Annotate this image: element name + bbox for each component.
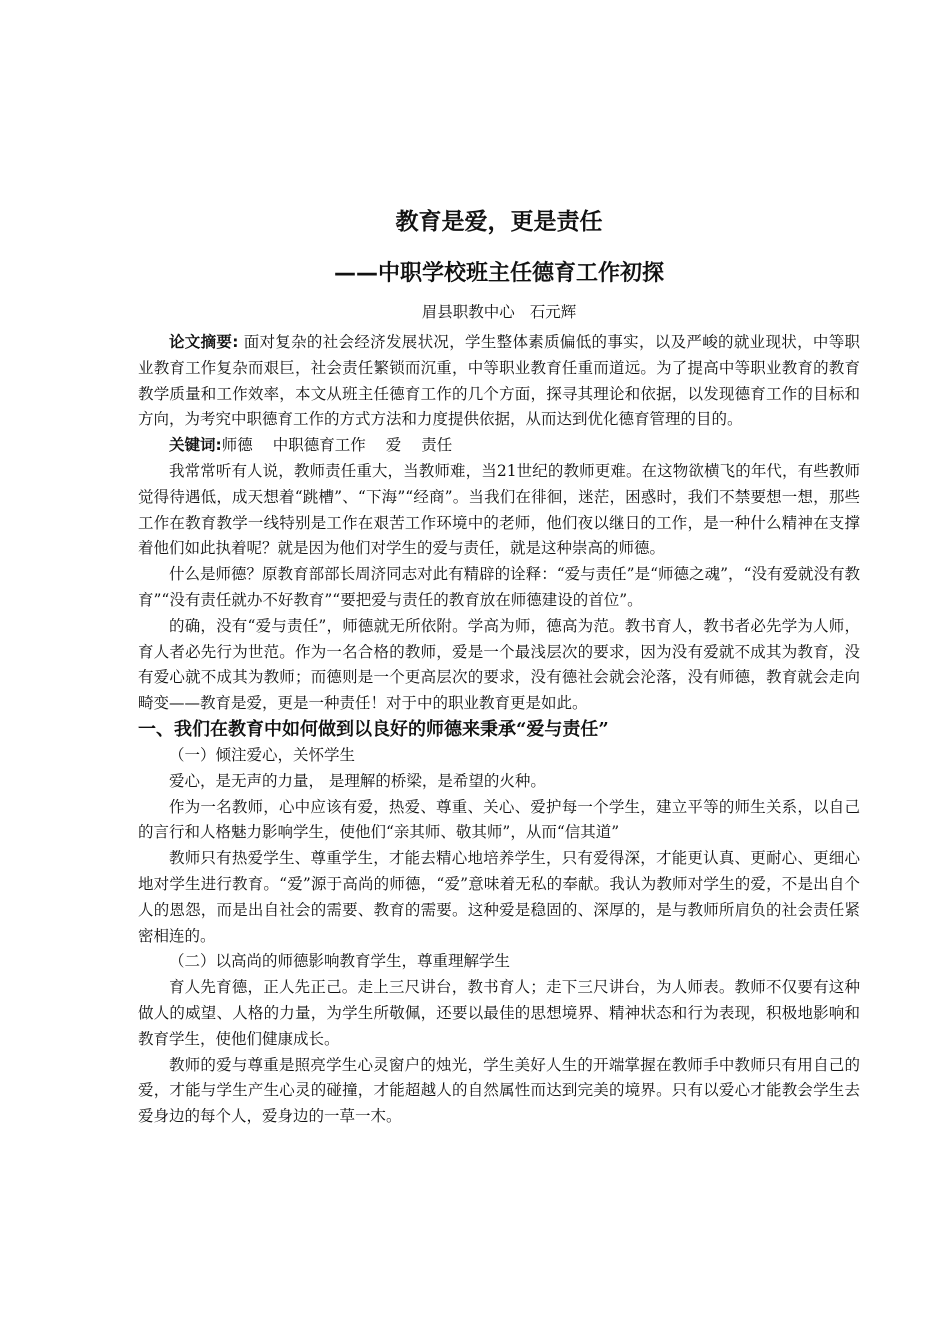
- subsection-heading: （二）以高尚的师德影响教育学生，尊重理解学生: [169, 952, 511, 971]
- keyword: 师德: [221, 436, 253, 455]
- keywords-label: 关键词:: [169, 436, 222, 455]
- abstract-paragraph: [138, 330, 860, 433]
- document-page: [138, 204, 860, 1130]
- body-paragraph: 我常常听有人说，教师责任重大，当教师难，当21世纪的教师更难。在这物欲横飞的年代，有些教师觉得待遇低，成天想着“跳槽”、“下海”“经商”。当我们在徘徊，迷茫，困惑时，我们不禁要想一想，那些工作在教育教学一线特别是工作在艰苦工作环境中的老师，他们夜以继日的工作，是一种什么精神在支撑着他们如此执着呢？就是因为他们对学生的爱与责任，就是这种崇高的师德。: [138, 461, 860, 558]
- abstract-text: 面对复杂的社会经济发展状况，学生整体素质偏低的事实，以及严峻的就业现状，中等职业教育工作复杂而艰巨，社会责任繁锁而沉重，中等职业教育任重而道远。为了提高中等职业教育的教育教学质量和工作效率，本文从班主任德育工作的几个方面，探寻其理论和依据，以发现德育工作的目标和方向，为考究中职德育工作的方式方法和力度提供依据，从而达到优化德育管理的目的。: [138, 333, 860, 429]
- document-subtitle: ——中职学校班主任德育工作初探: [333, 261, 664, 286]
- keyword: 中职德育工作: [272, 436, 366, 455]
- keyword: 爱: [385, 436, 402, 455]
- body-paragraph: 什么是师德？原教育部部长周济同志对此有精辟的诠释：“爱与责任”是“师德之魂”，“没有爱就没有教育”“没有责任就办不好教育”“要把爱与责任的教育放在师德建设的首位”。: [138, 565, 860, 609]
- keywords-line: [138, 433, 860, 459]
- body-paragraph: 作为一名教师，心中应该有爱，热爱、尊重、关心、爱护每一个学生，建立平等的师生关系，以自己的言行和人格魅力影响学生，使他们“亲其师、敬其师”，从而“信其道”: [138, 797, 860, 842]
- body-paragraph: 教师只有热爱学生、尊重学生，才能去精心地培养学生，只有爱得深，才能更认真、更耐心、更细心地对学生进行教育。“爱”源于高尚的师德，“爱”意味着无私的奉献。我认为教师对学生的爱，不是出自个人的恩怨，而是出自社会的需要、教育的需要。这种爱是稳固的、深厚的，是与教师所肩负的社会责任紧密相连的。: [138, 849, 860, 945]
- body-paragraph: 爱心，是无声的力量， 是理解的桥梁，是希望的火种。: [169, 771, 546, 790]
- body-paragraph: 教师的爱与尊重是照亮学生心灵窗户的烛光，学生美好人生的开端掌握在教师手中教师只有用自己的爱，才能与学生产生心灵的碰撞，才能超越人的自然属性而达到完美的境界。只有以爱心才能教会学生去爱身边的每个人，爱身边的一草一木。: [138, 1055, 860, 1126]
- abstract-label: 论文摘要:: [169, 333, 239, 351]
- body-paragraph: 的确，没有“爱与责任”，师德就无所依附。学高为师，德高为范。教书育人，教书者必先学为人师，育人者必先行为世范。作为一名合格的教师，爱是一个最浅层次的要求，因为没有爱就不成其为教育，没有爱心就不成其为教师；而德则是一个更高层次的要求，没有德社会就会沦落，没有师德，教育就会走向畸变——教育是爱，更是一种责任！对于中的职业教育更是如此。: [138, 616, 860, 713]
- document-title: 教育是爱，更是责任: [395, 209, 603, 235]
- section-heading: 一、我们在教育中如何做到以良好的师德来秉承“爱与责任”: [138, 718, 609, 740]
- subsection-heading: （一）倾注爱心，关怀学生: [169, 745, 356, 764]
- author-line: 眉县职教中心 石元辉: [421, 303, 577, 321]
- keyword: 责任: [421, 436, 453, 455]
- body-paragraph: 育人先育德，正人先正己。走上三尺讲台，教书育人；走下三尺讲台，为人师表。教师不仅要有这种做人的威望、人格的力量，为学生所敬佩，还要以最佳的思想境界、精神状态和行为表现，积极地影响和教育学生，使他们健康成长。: [138, 978, 860, 1048]
